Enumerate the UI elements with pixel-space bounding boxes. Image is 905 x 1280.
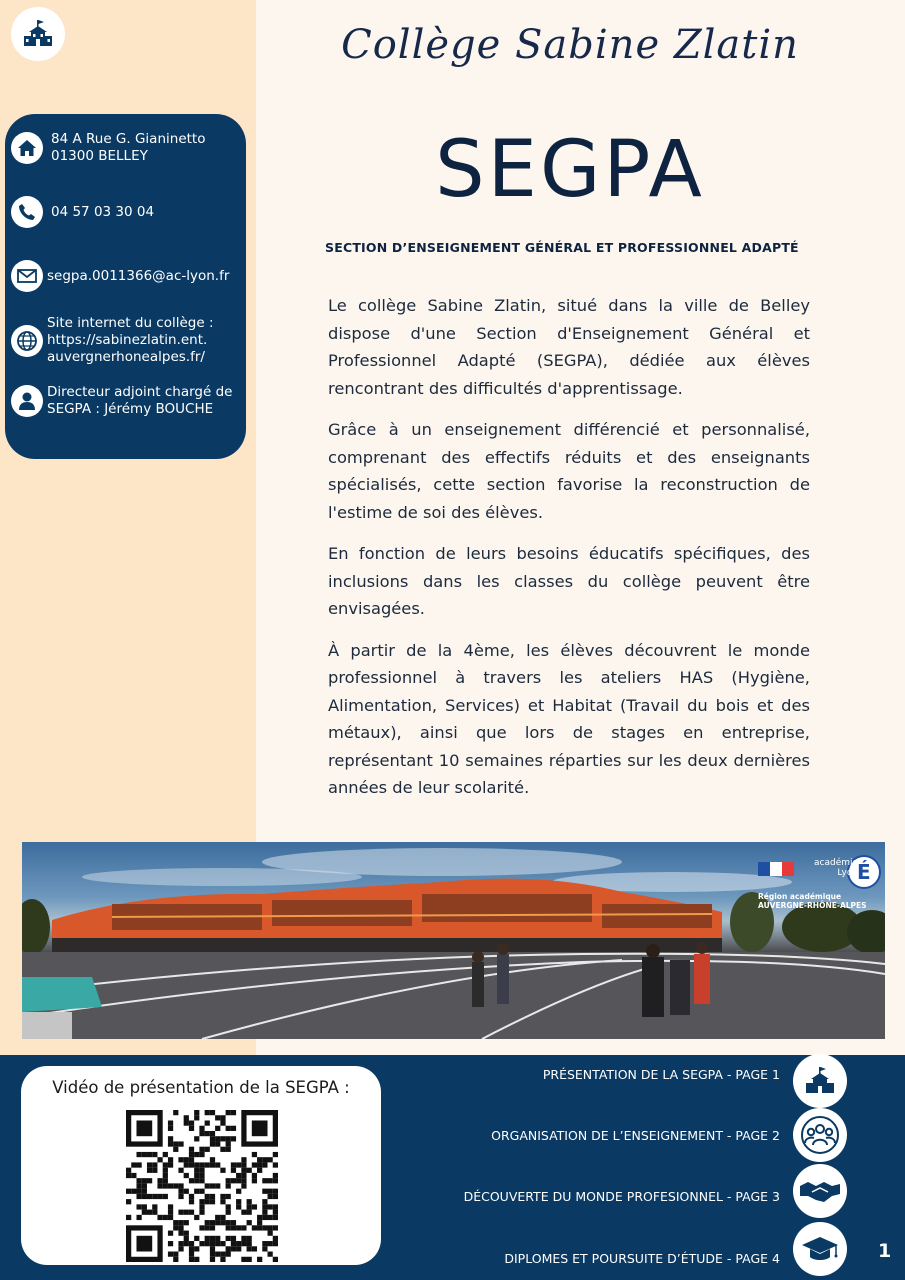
school-photo — [22, 842, 885, 1039]
person-icon — [11, 385, 43, 417]
paragraph-inclusion: En fonction de leurs besoins éducatifs spécifiques, des inclusions dans les classes du collège peuvent être envisagées. — [328, 544, 810, 618]
group-icon — [800, 1115, 840, 1155]
academie-logo-text: académie Lyon — [814, 858, 859, 878]
contact-website[interactable] — [11, 315, 214, 366]
nav-icon-page-4[interactable] — [793, 1222, 847, 1276]
contact-address — [11, 131, 205, 165]
address-text: 84 A Rue G. Gianinetto 01300 BELLEY — [51, 131, 206, 164]
page-subtitle: SECTION D’ENSEIGNEMENT GÉNÉRAL ET PROFESSIONNEL ADAPTÉ — [325, 240, 799, 255]
contact-panel — [5, 114, 246, 459]
email-text: segpa.0011366@ac-lyon.fr — [47, 267, 230, 284]
handshake-icon — [798, 1176, 842, 1206]
qr-code[interactable] — [126, 1110, 278, 1262]
website-text: Site internet du collège : https://sabinezlatin.ent. auvergnerhonealpes.fr/ — [47, 315, 214, 365]
nav-icon-page-2[interactable] — [793, 1108, 847, 1162]
main-text — [328, 292, 810, 816]
phone-icon — [11, 196, 43, 228]
director-text: Directeur adjoint chargé de SEGPA : Jérémy BOUCHE — [47, 384, 233, 417]
nav-link-page-1[interactable]: PRÉSENTATION DE LA SEGPA - PAGE 1 — [542, 1067, 780, 1082]
page-number: 1 — [878, 1240, 892, 1262]
school-icon — [22, 19, 54, 49]
nav-link-page-2[interactable]: ORGANISATION DE L’ENSEIGNEMENT - PAGE 2 — [491, 1128, 780, 1143]
paragraph-intro: Le collège Sabine Zlatin, situé dans la ville de Belley dispose d'une Section d'Enseignement Général et Professionnel Adapté (SEGPA), dédiée aux élèves rencontrant des difficultés d'apprentissage. — [328, 296, 810, 398]
contact-director — [11, 384, 232, 418]
school-icon — [804, 1066, 836, 1096]
paragraph-teaching: Grâce à un enseignement différencié et personnalisé, comprenant des effectifs réduits et des enseignants spécialisés, cette section favorise la reconstruction de l'estime de soi des élèves. — [328, 420, 810, 522]
nav-link-page-3[interactable]: DÉCOUVERTE DU MONDE PROFESIONNEL - PAGE 3 — [463, 1189, 780, 1204]
school-logo — [11, 7, 65, 61]
mail-icon — [11, 260, 43, 292]
nav-link-page-4[interactable]: DIPLOMES ET POURSUITE D’ÉTUDE - PAGE 4 — [504, 1251, 780, 1266]
home-icon — [11, 132, 43, 164]
school-name: Collège Sabine Zlatin — [341, 22, 799, 68]
contact-phone[interactable] — [11, 196, 154, 228]
region-logo-text: Région académique AUVERGNE-RHÔNE-ALPES — [758, 892, 867, 910]
contact-email[interactable] — [11, 260, 229, 292]
nav-icon-page-3[interactable] — [793, 1164, 847, 1218]
paragraph-workshops: À partir de la 4ème, les élèves découvrent le monde professionnel à travers les ateliers HAS (Hygiène, Alimentation, Services) et Habitat (Travail du bois et des métaux), ainsi que lors de stages en entreprise, représentant 10 semaines réparties sur les deux dernières années de leur scolarité. — [328, 640, 810, 797]
graduation-cap-icon — [800, 1233, 840, 1265]
phone-text: 04 57 03 30 04 — [51, 203, 155, 220]
nav-icon-page-1[interactable] — [793, 1054, 847, 1108]
video-qr-card[interactable] — [21, 1066, 381, 1265]
page-title: SEGPA — [435, 125, 705, 215]
globe-icon — [11, 325, 43, 357]
video-label: Vidéo de présentation de la SEGPA : — [52, 1078, 350, 1097]
svg-text:É: É — [857, 860, 871, 884]
